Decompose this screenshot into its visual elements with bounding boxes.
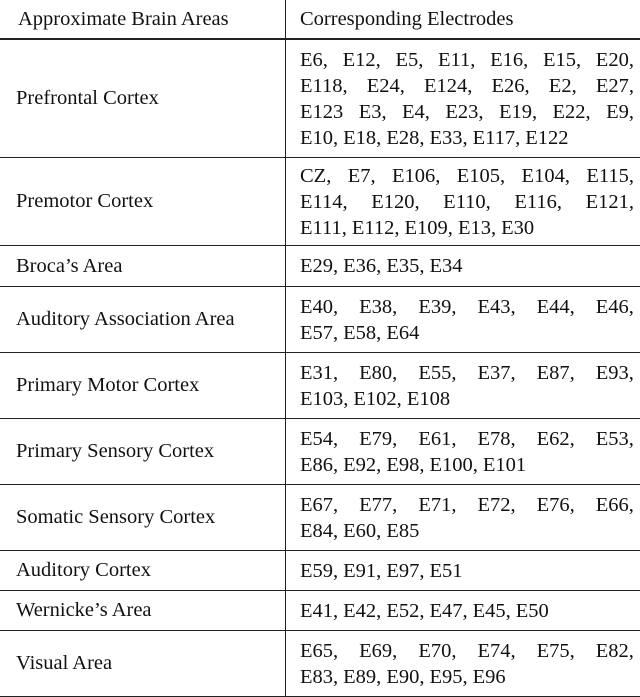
electrode-label: E105, [456, 164, 506, 187]
electrode-label: E19, [498, 100, 538, 123]
electrode-label: E36, [343, 255, 382, 277]
electrode-label: E26, [491, 74, 530, 97]
brain-area-cell: Somatic Sensory Cortex [0, 485, 286, 550]
electrode-label: E116, [514, 190, 563, 213]
header-brain-areas: Approximate Brain Areas [0, 0, 286, 38]
electrode-label: E53, [595, 427, 634, 450]
brain-area-cell: Prefrontal Cortex [0, 40, 286, 157]
electrode-label: E98, [386, 453, 425, 476]
electrode-label: E11, [438, 48, 476, 71]
electrode-label: E87, [536, 361, 575, 384]
electrode-label: E15, [542, 48, 582, 71]
electrodes-cell [286, 631, 640, 696]
electrode-label: E42, [343, 599, 382, 622]
electrode-line [300, 360, 634, 386]
electrode-label: E60, [343, 519, 382, 542]
electrode-list [300, 492, 634, 544]
electrode-list [300, 426, 634, 478]
electrode-label: E57, [300, 321, 339, 344]
brain-area-cell: Primary Motor Cortex [0, 353, 286, 418]
electrode-label: E40, [300, 295, 339, 318]
electrode-label: E90, [386, 665, 425, 688]
electrode-label: E24, [366, 74, 405, 97]
electrode-label: E108 [406, 387, 451, 410]
electrode-label: E97, [386, 559, 425, 582]
header-electrodes: Corresponding Electrodes [300, 7, 514, 30]
electrode-label: E7, [347, 164, 376, 187]
table-row [0, 246, 640, 287]
electrode-label: E115, [586, 164, 634, 187]
electrode-label: E62, [536, 427, 575, 450]
electrodes-cell [286, 485, 640, 550]
electrode-label: E3, [358, 100, 387, 123]
electrode-label: E52, [386, 599, 425, 622]
electrode-label: E109, [404, 216, 453, 239]
electrode-label: E78, [477, 427, 516, 450]
brain-area-cell: Auditory Cortex [0, 551, 286, 590]
electrode-label: E106, [391, 164, 441, 187]
electrode-label: E28, [386, 126, 425, 149]
electrode-label: E2, [548, 74, 577, 97]
electrode-line [300, 47, 634, 73]
electrode-label: E85 [386, 519, 420, 542]
electrode-label: E83, [300, 665, 339, 688]
electrode-line [300, 386, 634, 412]
brain-area-cell: Wernicke’s Area [0, 591, 286, 630]
electrode-label: E37, [477, 361, 516, 384]
electrode-label: E58, [343, 321, 382, 344]
brain-area-cell: Auditory Association Area [0, 287, 286, 352]
electrode-line [300, 163, 634, 189]
electrode-label: E9, [606, 100, 634, 123]
electrodes-cell [286, 40, 640, 157]
electrode-list [300, 47, 634, 151]
electrode-label: E20, [595, 48, 634, 71]
electrode-line [300, 492, 634, 518]
electrode-label: E10, [300, 126, 339, 149]
electrode-label: E22, [552, 100, 591, 123]
electrodes-cell [286, 246, 640, 286]
electrode-label: E4, [402, 100, 430, 123]
electrode-list [300, 360, 634, 412]
electrodes-cell [286, 551, 640, 590]
electrode-label: E23, [445, 100, 484, 123]
electrode-label: E91, [343, 559, 382, 582]
electrode-label: E54, [300, 427, 339, 450]
electrode-label: E114, [300, 190, 348, 213]
electrode-line [300, 638, 634, 664]
brain-area-cell: Visual Area [0, 631, 286, 696]
electrode-label: E6, [300, 48, 328, 71]
electrode-label: E66, [595, 493, 634, 516]
electrode-line [300, 598, 634, 624]
electrode-label: E30 [501, 216, 535, 239]
electrode-line [300, 320, 634, 346]
electrode-label: E100, [429, 453, 478, 476]
table-row [0, 158, 640, 246]
electrode-line [300, 253, 634, 279]
electrode-label: E82, [595, 639, 634, 662]
electrodes-cell [286, 353, 640, 418]
electrode-line [300, 73, 634, 99]
table-header [0, 0, 640, 40]
brain-area-cell: Premotor Cortex [0, 158, 286, 245]
electrode-label: E12, [342, 48, 381, 71]
electrode-label: E13, [457, 216, 497, 239]
table-row [0, 419, 640, 485]
electrode-label: E45, [472, 599, 511, 622]
electrode-label: E38, [359, 295, 398, 318]
electrodes-cell [286, 158, 640, 245]
electrode-list [300, 638, 634, 690]
electrode-label: E69, [359, 639, 398, 662]
electrode-label: E41, [300, 599, 339, 622]
electrode-label: E118, [300, 74, 348, 97]
electrode-label: E33, [429, 126, 468, 149]
electrode-list [300, 253, 634, 279]
electrode-label: E122 [525, 126, 569, 149]
electrode-label: E120, [371, 190, 420, 213]
brain-area-cell: Broca’s Area [0, 246, 286, 286]
table-row [0, 631, 640, 697]
table-body [0, 40, 640, 697]
electrode-label: E29, [300, 255, 339, 277]
electrode-line [300, 189, 634, 215]
electrode-label: E16, [490, 48, 529, 71]
electrode-label: E18, [343, 126, 382, 149]
electrode-line [300, 518, 634, 544]
electrode-label: E76, [536, 493, 575, 516]
electrode-label: CZ, [300, 164, 332, 187]
electrode-label: E61, [418, 427, 457, 450]
electrode-label: E89, [343, 665, 382, 688]
electrode-label: E110, [443, 190, 491, 213]
electrode-label: E124, [424, 74, 473, 97]
electrode-line [300, 426, 634, 452]
electrode-list [300, 598, 634, 624]
electrode-label: E34 [429, 255, 463, 277]
electrode-label: E27, [595, 74, 634, 97]
electrode-label: E104, [521, 164, 570, 187]
electrode-label: E51 [429, 559, 463, 582]
electrode-label: E95, [429, 665, 468, 688]
electrode-label: E72, [477, 493, 516, 516]
electrode-line [300, 558, 634, 584]
electrode-label: E31, [300, 361, 339, 384]
electrode-label: E92, [343, 453, 382, 476]
electrode-label: E111, [300, 216, 347, 239]
electrode-label: E112, [351, 216, 400, 239]
electrode-label: E50 [515, 599, 549, 622]
electrode-label: E79, [359, 427, 398, 450]
electrode-label: E77, [359, 493, 398, 516]
electrode-line [300, 294, 634, 320]
electrode-label: E47, [429, 599, 468, 622]
electrode-list [300, 163, 634, 241]
electrode-line [300, 664, 634, 690]
electrode-label: E39, [418, 295, 457, 318]
electrode-line [300, 99, 634, 125]
electrode-label: E101 [482, 453, 527, 476]
electrode-label: E75, [536, 639, 575, 662]
table-row [0, 287, 640, 353]
electrodes-cell [286, 419, 640, 484]
electrode-label: E123 [300, 100, 344, 123]
electrode-label: E117, [472, 126, 521, 149]
electrode-label: E86, [300, 453, 339, 476]
electrodes-cell [286, 591, 640, 630]
table-row [0, 353, 640, 419]
electrode-label: E65, [300, 639, 339, 662]
electrode-label: E59, [300, 559, 339, 582]
electrode-label: E74, [477, 639, 516, 662]
electrode-list [300, 558, 634, 584]
electrode-label: E64 [386, 321, 420, 344]
table-row [0, 551, 640, 591]
electrode-label: E80, [359, 361, 398, 384]
electrode-label: E44, [536, 295, 575, 318]
electrode-label: E93, [595, 361, 634, 384]
electrode-line [300, 452, 634, 478]
table-row [0, 40, 640, 158]
table-row [0, 485, 640, 551]
electrode-label: E71, [418, 493, 457, 516]
electrode-line [300, 215, 634, 241]
electrode-label: E46, [595, 295, 634, 318]
electrode-label: E67, [300, 493, 339, 516]
electrode-list [300, 294, 634, 346]
electrode-line [300, 125, 634, 151]
brain-area-cell: Primary Sensory Cortex [0, 419, 286, 484]
table-row [0, 591, 640, 631]
electrode-label: E103, [300, 387, 349, 410]
electrode-label: E5, [395, 48, 424, 71]
electrode-label: E121, [585, 190, 634, 213]
electrode-label: E70, [418, 639, 457, 662]
electrode-label: E55, [418, 361, 457, 384]
electrodes-cell [286, 287, 640, 352]
electrode-label: E102, [353, 387, 402, 410]
electrode-label: E84, [300, 519, 339, 542]
electrode-label: E35, [386, 255, 425, 277]
electrode-label: E43, [477, 295, 516, 318]
electrode-label: E96 [472, 665, 506, 688]
